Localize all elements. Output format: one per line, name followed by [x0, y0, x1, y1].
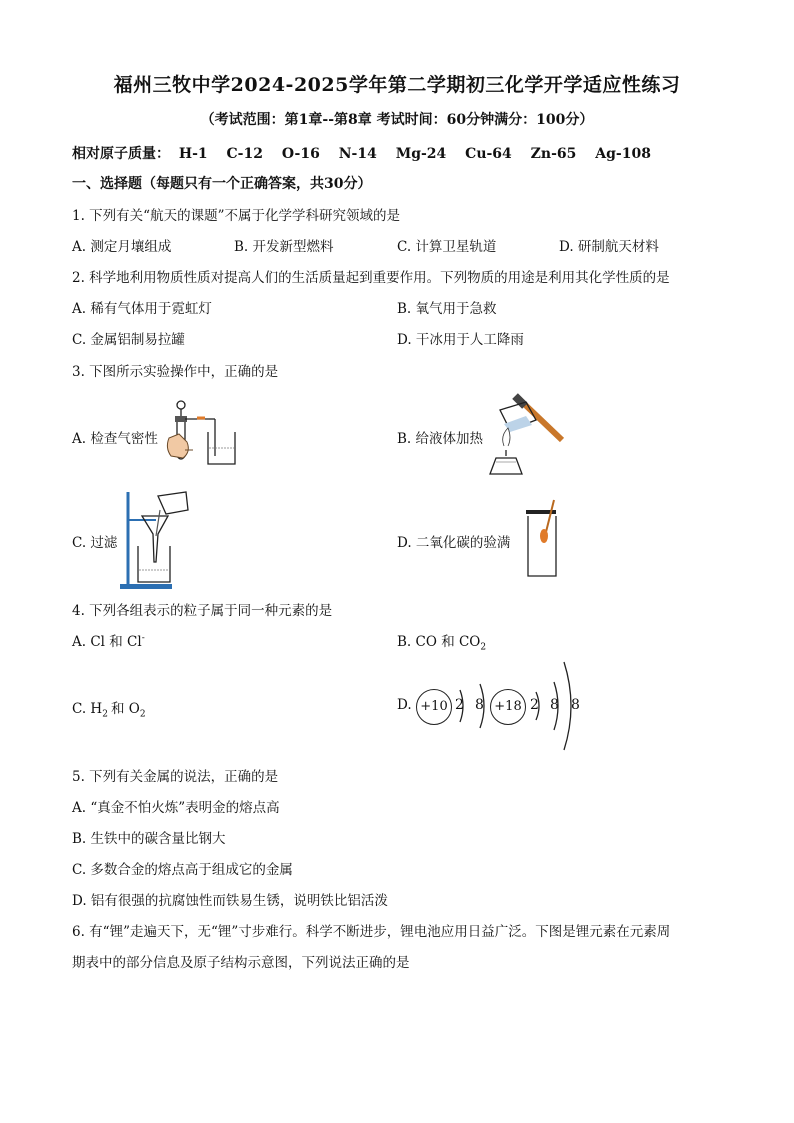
atomic-mass-item: Cu-64 — [465, 146, 512, 162]
q2-option-c[interactable]: C. 金属铝制易拉罐 — [72, 332, 185, 348]
subscript: 2 — [102, 709, 108, 720]
subscript: 2 — [480, 642, 487, 653]
question-5-stem: 5. 下列有关金属的说法，正确的是 — [72, 769, 279, 785]
q2-option-b[interactable]: B. 氧气用于急救 — [397, 301, 497, 317]
exam-info: （考试范围：第1章--第8章 考试时间：60分钟满分：100分） — [200, 112, 594, 128]
q2-option-a[interactable]: A. 稀有气体用于霓虹灯 — [72, 301, 212, 317]
q4-option-c-mid: 和 O — [110, 701, 140, 717]
question-2-stem: 2. 科学地利用物质性质对提高人们的生活质量起到重要作用。下列物质的用途是利用其化学性质的是 — [72, 270, 670, 286]
q4-option-b[interactable] — [397, 630, 486, 653]
nucleus-2: +18 — [490, 689, 526, 725]
atomic-mass-line — [72, 143, 665, 163]
shell-electron-count: 2 — [455, 697, 464, 713]
q3-option-a[interactable]: A. 检查气密性 — [72, 431, 158, 447]
airtightness-check-figure — [165, 398, 265, 470]
shell-electron-count: 8 — [571, 697, 580, 713]
q4-option-d[interactable]: D. — [397, 697, 412, 713]
charge-superscript: - — [141, 633, 145, 644]
q5-option-b[interactable]: B. 生铁中的碳含量比钢大 — [72, 831, 226, 847]
q3-option-c[interactable]: C. 过滤 — [72, 535, 118, 551]
atomic-mass-item: Mg-24 — [395, 146, 447, 162]
atomic-mass-item: Zn-65 — [530, 146, 577, 162]
electron-shells-1 — [446, 680, 496, 732]
shell-electron-count: 2 — [530, 697, 539, 713]
filtration-figure — [116, 488, 194, 590]
q4-option-c[interactable] — [72, 697, 146, 720]
shell-electron-count: 8 — [475, 697, 484, 713]
co2-full-test-figure — [520, 498, 564, 580]
q4-option-b-text: B. CO 和 CO — [397, 634, 481, 650]
q1-option-b[interactable]: B. 开发新型燃料 — [234, 239, 334, 255]
q5-option-c[interactable]: C. 多数合金的熔点高于组成它的金属 — [72, 862, 293, 878]
atomic-mass-item: Ag-108 — [595, 146, 651, 162]
q4-option-c-pre: C. H — [72, 701, 103, 717]
question-6-stem-line-1: 6. 有“锂”走遍天下，无“锂”寸步难行。科学不断进步，锂电池应用日益广泛。下图是锂元素在元素周 — [72, 924, 671, 940]
subscript: 2 — [139, 709, 146, 720]
electron-shells-2 — [520, 660, 576, 752]
atomic-mass-item: N-14 — [338, 146, 377, 162]
q4-option-a[interactable] — [72, 630, 145, 650]
q4-option-a-text: A. Cl 和 Cl — [72, 634, 142, 650]
q5-option-a[interactable]: A. “真金不怕火炼”表明金的熔点高 — [72, 800, 280, 816]
q5-option-d[interactable]: D. 铝有很强的抗腐蚀性而铁易生锈，说明铁比铝活泼 — [72, 893, 388, 909]
q3-option-b[interactable]: B. 给液体加热 — [397, 431, 484, 447]
q3-option-d[interactable]: D. 二氧化碳的验满 — [397, 535, 511, 551]
section-heading: 一、选择题（每题只有一个正确答案，共30分） — [72, 176, 372, 192]
q1-option-a[interactable]: A. 测定月壤组成 — [72, 239, 172, 255]
q1-option-c[interactable]: C. 计算卫星轨道 — [397, 239, 497, 255]
question-4-stem: 4. 下列各组表示的粒子属于同一种元素的是 — [72, 603, 333, 619]
page-title: 福州三牧中学2024-2025学年第二学期初三化学开学适应性练习 — [113, 74, 681, 96]
shell-electron-count: 8 — [550, 697, 559, 713]
heating-liquid-figure — [482, 392, 568, 482]
question-3-stem: 3. 下图所示实验操作中，正确的是 — [72, 364, 279, 380]
atomic-mass-item: H-1 — [178, 146, 208, 162]
question-6-stem-line-2: 期表中的部分信息及原子结构示意图，下列说法正确的是 — [72, 955, 410, 971]
atomic-mass-label: 相对原子质量： — [72, 146, 170, 162]
nucleus-1: +10 — [416, 689, 452, 725]
atomic-mass-item: C-12 — [226, 146, 263, 162]
atomic-mass-item: O-16 — [281, 146, 320, 162]
question-1-stem: 1. 下列有关“航天的课题”不属于化学学科研究领域的是 — [72, 208, 400, 224]
q1-option-d[interactable]: D. 研制航天材料 — [559, 239, 659, 255]
q2-option-d[interactable]: D. 干冰用于人工降雨 — [397, 332, 524, 348]
